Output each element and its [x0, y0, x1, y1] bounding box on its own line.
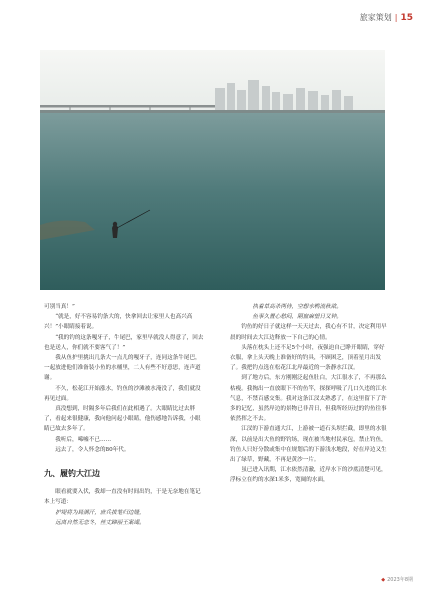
poem-line: 远离自然无恋冬，丝丈蹄丽王案竭。 [55, 519, 145, 526]
paragraph: 我听后，唏嘘不已…… [55, 436, 112, 443]
section-heading: 九、履钓大江边 [44, 469, 100, 479]
paragraph: 不久，松花江开始涨水，钓鱼的沙滩被水淹没了，我们就没再见过面。 [44, 385, 201, 402]
river-photo [40, 50, 385, 290]
page-header [360, 12, 413, 23]
page-footer [381, 576, 413, 583]
poem-line: 护堤将为局满汗，庶兵拔笔归边缝， [55, 509, 145, 516]
left-column [44, 302, 206, 528]
paragraph: “我的钓的这条嘎牙子，牛尾巴，家里早就没人得意了，回去也是送人，你们就不要客气了！” [44, 334, 204, 351]
magazine-logo-mark: ◆ [381, 577, 386, 583]
paragraph: 到了地方后，东方刚刚泛起鱼肚白，大江很水了，不再那么枯瘦。我掏出一直放眼下不的鱼竿，探探呼吸了几口久违的江水气息，不禁百感交集。我对这条江汊太熟悉了，在这里留下了许多的记忆，虽然岸边的景物已非昔日，但我所经历过的钓鱼往事依然挥之不去。 [230, 375, 387, 423]
paragraph: 头落在枕头上还不足5个小时，夜强迫自己睁开眼睛，穿好衣服，拿上头天晚上准备好的钓具，不顾困乏，顶着星月出发了。我把钓点选在松花江北岸最近的一条静水江汊。 [230, 344, 385, 372]
header-separator: | [394, 13, 398, 22]
paragraph: “就是，好不容易钓条大的，快拿回去让家里人也高兴高兴！”小眼睛接着说。 [44, 314, 193, 331]
paragraph: 可别当真！” [44, 304, 75, 310]
paragraph: 眼看就要入伏，我却一直没有时间出钓，于是无奈地在笔记本上写道： [44, 489, 201, 506]
paragraph: 真没想到，时隔多年后我们在此相遇了。大眼睛比过去胖了，看起来很健康，我向他问起小眼睛，他伤感地告诉我，小眼睛已故去多年了。 [44, 406, 201, 433]
paragraph: 远去了，令人怀念的80年代。 [55, 446, 130, 453]
paragraph: 虽已进入讯期，江水依然清澈，近岸水下的沙底清楚可见，浮标立在约的水深1米多，宽阔的水面， [230, 467, 387, 484]
paragraph: 江汊的下游直通大江，上游被一道石头坝拦截，即里的水很深，以前是出大鱼的野钓场，现在被当地村民承包，禁止钓鱼，钓鱼人只好分散或集中在规划后的下游浅水地段，好在岸边又生出了绿草，野藏，不再是黄沙一片。 [230, 426, 387, 464]
river-scene-illustration [40, 50, 385, 290]
issue-date: 2023年8期 [387, 577, 413, 583]
paragraph: 钓鱼的好日子就这样一天天过去，我心有不甘，决定利用早晨的时间去大江边释放一下自己的心情。 [230, 324, 387, 341]
poem-line: 鱼事久置心愁闷，隔窗麻望日又钟。 [252, 314, 342, 321]
poem-line: 执着草高杀两侍，空想水鸭流秋欲。 [252, 304, 342, 310]
page-number: 15 [400, 13, 413, 23]
right-column [230, 302, 390, 486]
paragraph: 我从鱼护里挑出几条大一点儿的嘎牙子，连同这条牛尾巴，一起放进他们准备装小鱼的水桶里，二人有些不好意思，连声道谢。 [44, 355, 201, 382]
section-name: 旅家策划 [359, 13, 392, 22]
